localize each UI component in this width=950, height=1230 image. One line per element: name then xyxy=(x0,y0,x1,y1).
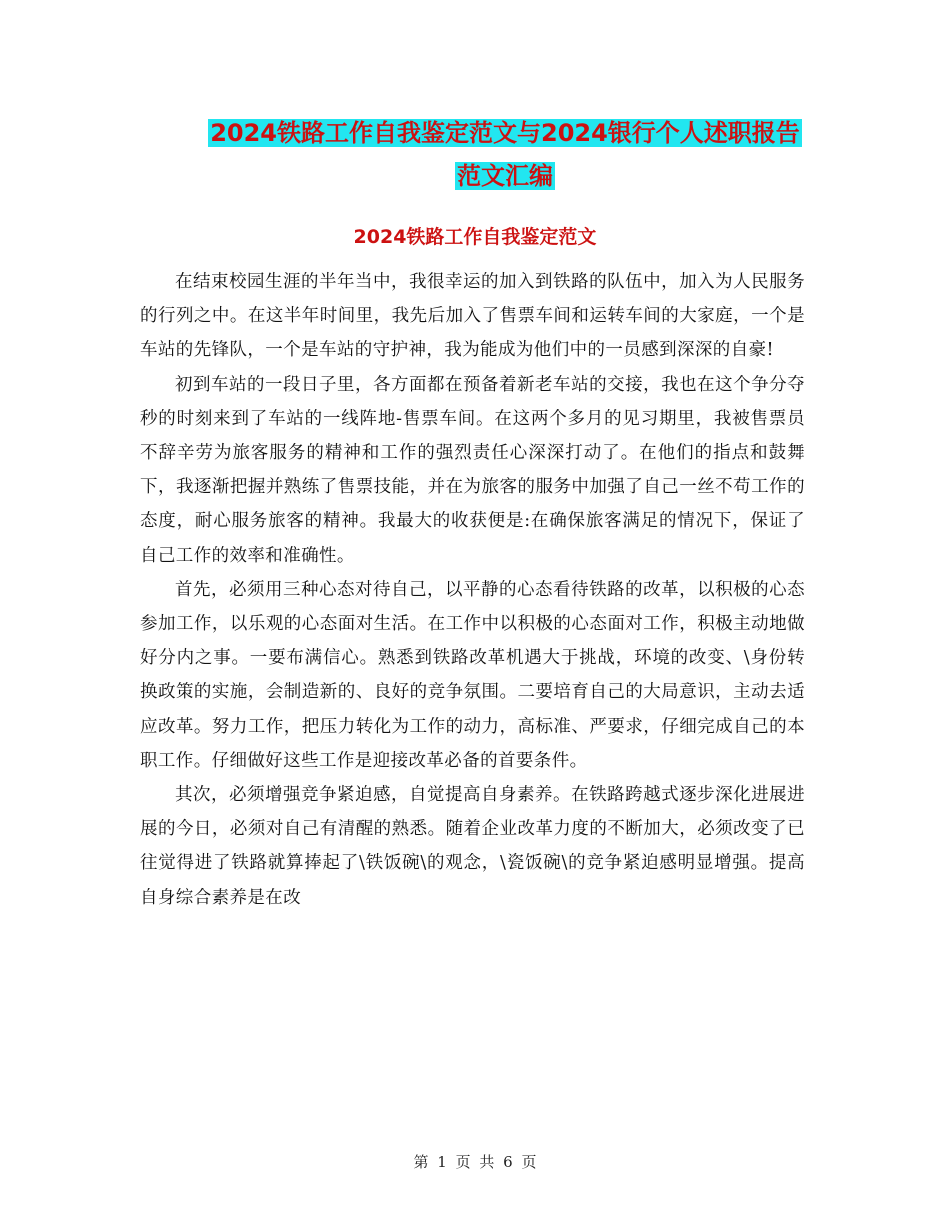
section-title: 2024铁路工作自我鉴定范文 xyxy=(353,226,597,248)
paragraph-2: 初到车站的一段日子里，各方面都在预备着新老车站的交接，我也在这个争分夺秒的时刻来到了车站的一线阵地-售票车间。在这两个多月的见习期里，我被售票员不辞辛劳为旅客服务的精神和工作的强烈责任心深深打动了。在他们的指点和鼓舞下，我逐渐把握并熟练了售票技能，并在为旅客的服务中加强了自己一丝不苟工作的态度，耐心服务旅客的精神。我最大的收获便是:在确保旅客满足的情况下，保证了自己工作的效率和准确性。 xyxy=(140,374,805,566)
document-body xyxy=(140,265,805,915)
page-number-footer: 第 1 页 共 6 页 xyxy=(413,1153,537,1171)
document-title-line-1: 2024铁路工作自我鉴定范文与2024银行个人述职报告 xyxy=(210,119,800,147)
document-title-line-2: 范文汇编 xyxy=(457,162,553,190)
document-title xyxy=(140,112,870,198)
paragraph-3: 首先，必须用三种心态对待自己，以平静的心态看待铁路的改革，以积极的心态参加工作，以乐观的心态面对生活。在工作中以积极的心态面对工作，积极主动地做好分内之事。一要布满信心。熟悉到铁路改革机遇大于挑战，环境的改变、\身份转换政策的实施，会制造新的、良好的竞争氛围。二要培育自己的大局意识，主动去适应改革。努力工作，把压力转化为工作的动力，高标准、严要求，仔细完成自己的本职工作。仔细做好这些工作是迎接改革必备的首要条件。 xyxy=(140,579,805,771)
paragraph-4: 其次，必须增强竞争紧迫感，自觉提高自身素养。在铁路跨越式逐步深化进展进展的今日，必须对自己有清醒的熟悉。随着企业改革力度的不断加大，必须改变了已往觉得进了铁路就算捧起了\铁饭碗\的观念，\瓷饭碗\的竞争紧迫感明显增强。提高自身综合素养是在改 xyxy=(140,785,805,908)
paragraph-1: 在结束校园生涯的半年当中，我很幸运的加入到铁路的队伍中，加入为人民服务的行列之中。在这半年时间里，我先后加入了售票车间和运转车间的大家庭，一个是车站的先锋队，一个是车站的守护神，我为能成为他们中的一员感到深深的自豪! xyxy=(140,272,805,361)
